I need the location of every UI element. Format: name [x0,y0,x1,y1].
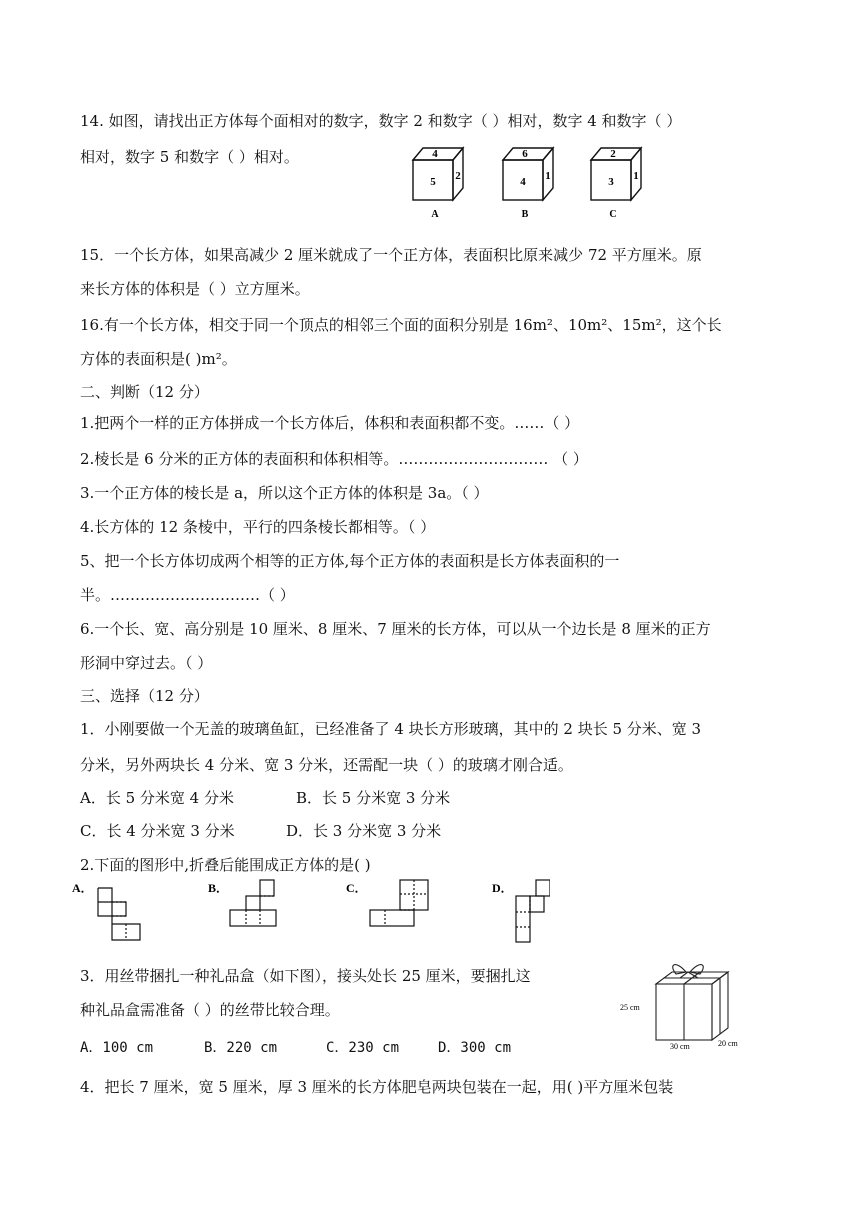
cube-a-label: A [431,209,439,220]
choice-q3-option-b[interactable]: B．220 cm [204,1040,278,1056]
net-d-label: D． [492,881,513,895]
net-d[interactable] [516,880,550,942]
choice-q1-line2: 分米，另外两块长 4 分米、宽 3 分米，还需配一块（ ）的玻璃才刚合适。 [80,756,573,774]
cube-c-side: 1 [633,170,639,182]
net-c[interactable] [370,880,428,926]
choice-q1-line1: 1．小刚要做一个无盖的玻璃鱼缸，已经准备了 4 块长方形玻璃，其中的 2 块长 5 分米、宽 3 [80,720,702,738]
net-b-label: B． [208,881,229,895]
q14-cubes-figure [405,140,655,222]
net-a-label: A． [72,881,93,895]
judge-item-5-line1: 5、把一个长方体切成两个相等的正方体,每个正方体的表面积是长方体表面积的一 [80,552,620,570]
net-a[interactable] [98,888,140,940]
judge-item-6-line1: 6.一个长、宽、高分别是 10 厘米、8 厘米、7 厘米的长方体，可以从一个边长是 8 厘米的正方 [80,620,711,638]
section-choice-title: 三、选择（12 分） [80,687,209,705]
choice-q1-option-c[interactable]: C．长 4 分米宽 3 分米 [80,822,235,840]
gift-box-figure [618,958,760,1050]
choice-q3-option-a[interactable]: A．100 cm [80,1040,154,1056]
cube-c-label: C [609,209,617,220]
choice-q1-option-a[interactable]: A．长 5 分米宽 4 分米 [80,789,234,807]
section-judge-title: 二、判断（12 分） [80,383,209,401]
net-c-label: C． [346,881,367,895]
gift-box-height-label: 25 cm [620,1003,640,1012]
cube-c-front: 3 [608,176,614,188]
choice-q3-option-c[interactable]: C．230 cm [326,1040,400,1056]
q15-line1: 15．一个长方体，如果高减少 2 厘米就成了一个正方体，表面积比原来减少 72 平方厘米。原 [80,246,702,264]
net-b[interactable] [230,880,276,926]
cube-b-side: 1 [545,170,551,182]
cube-a-top: 4 [432,148,438,160]
choice-q1-option-b[interactable]: B．长 5 分米宽 3 分米 [296,789,451,807]
choice-q3-option-d[interactable]: D．300 cm [438,1040,512,1056]
q16-line2: 方体的表面积是( )m²。 [80,350,237,368]
judge-item-1: 1.把两个一样的正方体拼成一个长方体后，体积和表面积都不变。……（ ） [80,414,580,432]
cube-a-side: 2 [455,170,461,182]
gift-box-length-label: 30 cm [670,1042,690,1050]
choice-q2-line1: 2.下面的图形中,折叠后能围成正方体的是( ) [80,856,371,874]
cube-b-front: 4 [520,176,526,188]
q15-line2: 来长方体的体积是（ ）立方厘米。 [80,280,310,298]
q16-line1: 16.有一个长方体，相交于同一个顶点的相邻三个面的面积分别是 16m²、10m²、15m²，这个长 [80,316,722,334]
cube-c-top: 2 [610,148,616,160]
judge-item-5-line2: 半。…………………………（ ） [80,586,295,604]
q14-line2: 相对，数字 5 和数字（ ）相对。 [80,148,299,166]
cube-a-front: 5 [430,176,436,188]
q14-line1: 14. 如图，请找出正方体每个面相对的数字，数字 2 和数字（ ）相对，数字 4 和数字（ ） [80,112,682,130]
choice-q1-option-d[interactable]: D．长 3 分米宽 3 分米 [286,822,442,840]
cube-b-label: B [521,209,529,220]
choice-q4-line1: 4．把长 7 厘米，宽 5 厘米，厚 3 厘米的长方体肥皂两块包装在一起，用( )平方厘米包装 [80,1078,674,1096]
choice-q3-line2: 种礼品盒需准备（ ）的丝带比较合理。 [80,1001,340,1019]
judge-item-2: 2.棱长是 6 分米的正方体的表面积和体积相等。………………………… （ ） [80,450,588,468]
judge-item-4: 4.长方体的 12 条棱中，平行的四条棱长都相等。（ ） [80,518,436,536]
gift-box-width-label: 20 cm [718,1039,738,1048]
cube-b-top: 6 [522,148,528,160]
judge-item-3: 3.一个正方体的棱长是 a，所以这个正方体的体积是 3a。（ ） [80,484,489,502]
choice-q3-line1: 3．用丝带捆扎一种礼品盒（如下图），接头处长 25 厘米，要捆扎这 [80,967,531,985]
choice-q2-nets-figure [70,878,550,948]
judge-item-6-line2: 形洞中穿过去。（ ） [80,654,213,672]
